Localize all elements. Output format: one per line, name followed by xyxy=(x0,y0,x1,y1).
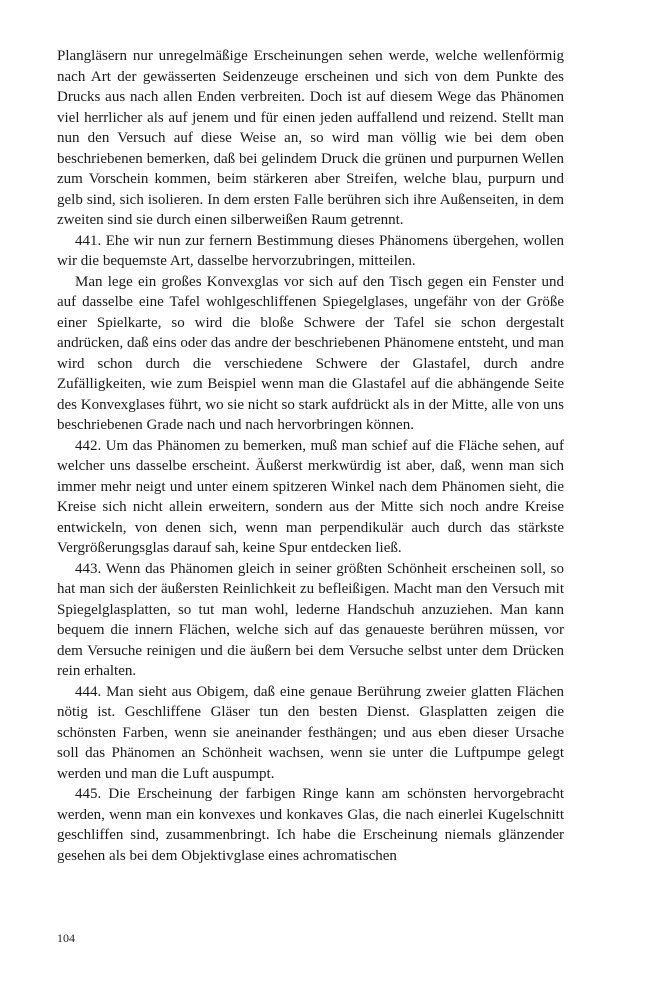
paragraph-442: 442. Um das Phänomen zu bemerken, muß man schief auf die Fläche sehen, auf welcher uns dasselbe erscheint. Äußerst merkwürdig ist aber, daß, wenn man sich immer mehr neigt und unter einem spitzeren Winkel nach dem Phänomen sieht, die Kreise sich nicht allein erweitern, sondern aus der Mitte sich noch andre Kreise entwickeln, von denen sich, wenn man perpendikulär auch durch das stärkste Vergrößerungsglas darauf sah, keine Spur entdecken ließ. xyxy=(57,437,564,556)
paragraph-445: 445. Die Erscheinung der farbigen Ringe kann am schönsten hervorgebracht werden, wenn man ein konvexes und konkaves Glas, die nach einerlei Kugelschnitt geschliffen sind, zusammenbringt. Ich habe die Erscheinung niemals glänzender gesehen als bei dem Objektivglase eines achromatischen xyxy=(57,786,564,864)
paragraph-441: 441. Ehe wir nun zur fernern Bestimmung dieses Phänomens übergehen, wollen wir die bequemste Art, dasselbe hervorzubringen, mitteilen. xyxy=(57,232,564,269)
paragraph-441-continued: Man lege ein großes Konvexglas vor sich auf den Tisch gegen ein Fenster und auf dasselbe eine Tafel wohlgeschliffenen Spiegelglases, ungefähr von der Größe einer Spielkarte, so wird die bloße Schwere der Tafel sie schon dergestalt andrücken, daß eins oder das andre der beschriebenen Phänomene entsteht, und man wird schon durch die verschiedene Schwere der Glastafel, durch andre Zufälligkeiten, wie zum Beispiel wenn man die Glastafel auf die abhängende Seite des Konvexglases führt, wo sie nicht so stark aufdrückt als in der Mitte, alle von uns beschriebenen Grade nach und nach hervorbringen können. xyxy=(57,273,564,433)
page-body xyxy=(57,46,564,866)
page-number: 104 xyxy=(57,931,75,945)
paragraph-continuation: Plangläsern nur unregelmäßige Erscheinungen sehen werde, welche wellenförmig nach Art der gewässerten Seidenzeuge erscheinen und sich von dem Punkte des Drucks aus nach allen Enden verbreiten. Doch ist auf diesem Wege das Phänomen viel herrlicher als auf jenem und für einen jeden auffallend und reizend. Stellt man nun den Versuch auf diese Weise an, so wird man völlig wie bei dem oben beschriebenen bemerken, daß bei gelindem Druck die grünen und purpurnen Wellen zum Vorschein kommen, beim stärkeren aber Streifen, welche blau, purpurn und gelb sind, sich isolieren. In dem ersten Falle berühren sich ihre Außenseiten, in dem zweiten sind sie durch einen silberweißen Raum getrennt. xyxy=(57,48,564,228)
paragraph-443: 443. Wenn das Phänomen gleich in seiner größten Schönheit erscheinen soll, so hat man sich der äußersten Reinlichkeit zu befleißigen. Macht man den Versuch mit Spiegelglasplatten, so tut man wohl, lederne Handschuh anzuziehen. Man kann bequem die innern Flächen, welche sich auf das genaueste berühren müssen, vor dem Versuche reinigen und die äußern bei dem Versuche selbst unter dem Drücken rein erhalten. xyxy=(57,560,564,679)
paragraph-444: 444. Man sieht aus Obigem, daß eine genaue Berührung zweier glatten Flächen nötig ist. Geschliffene Gläser tun den besten Dienst. Glasplatten zeigen die schönsten Farben, wenn sie aneinander festhängen; und aus eben dieser Ursache soll das Phänomen an Schönheit wachsen, wenn sie unter die Luftpumpe gelegt werden und man die Luft auspumpt. xyxy=(57,683,564,782)
